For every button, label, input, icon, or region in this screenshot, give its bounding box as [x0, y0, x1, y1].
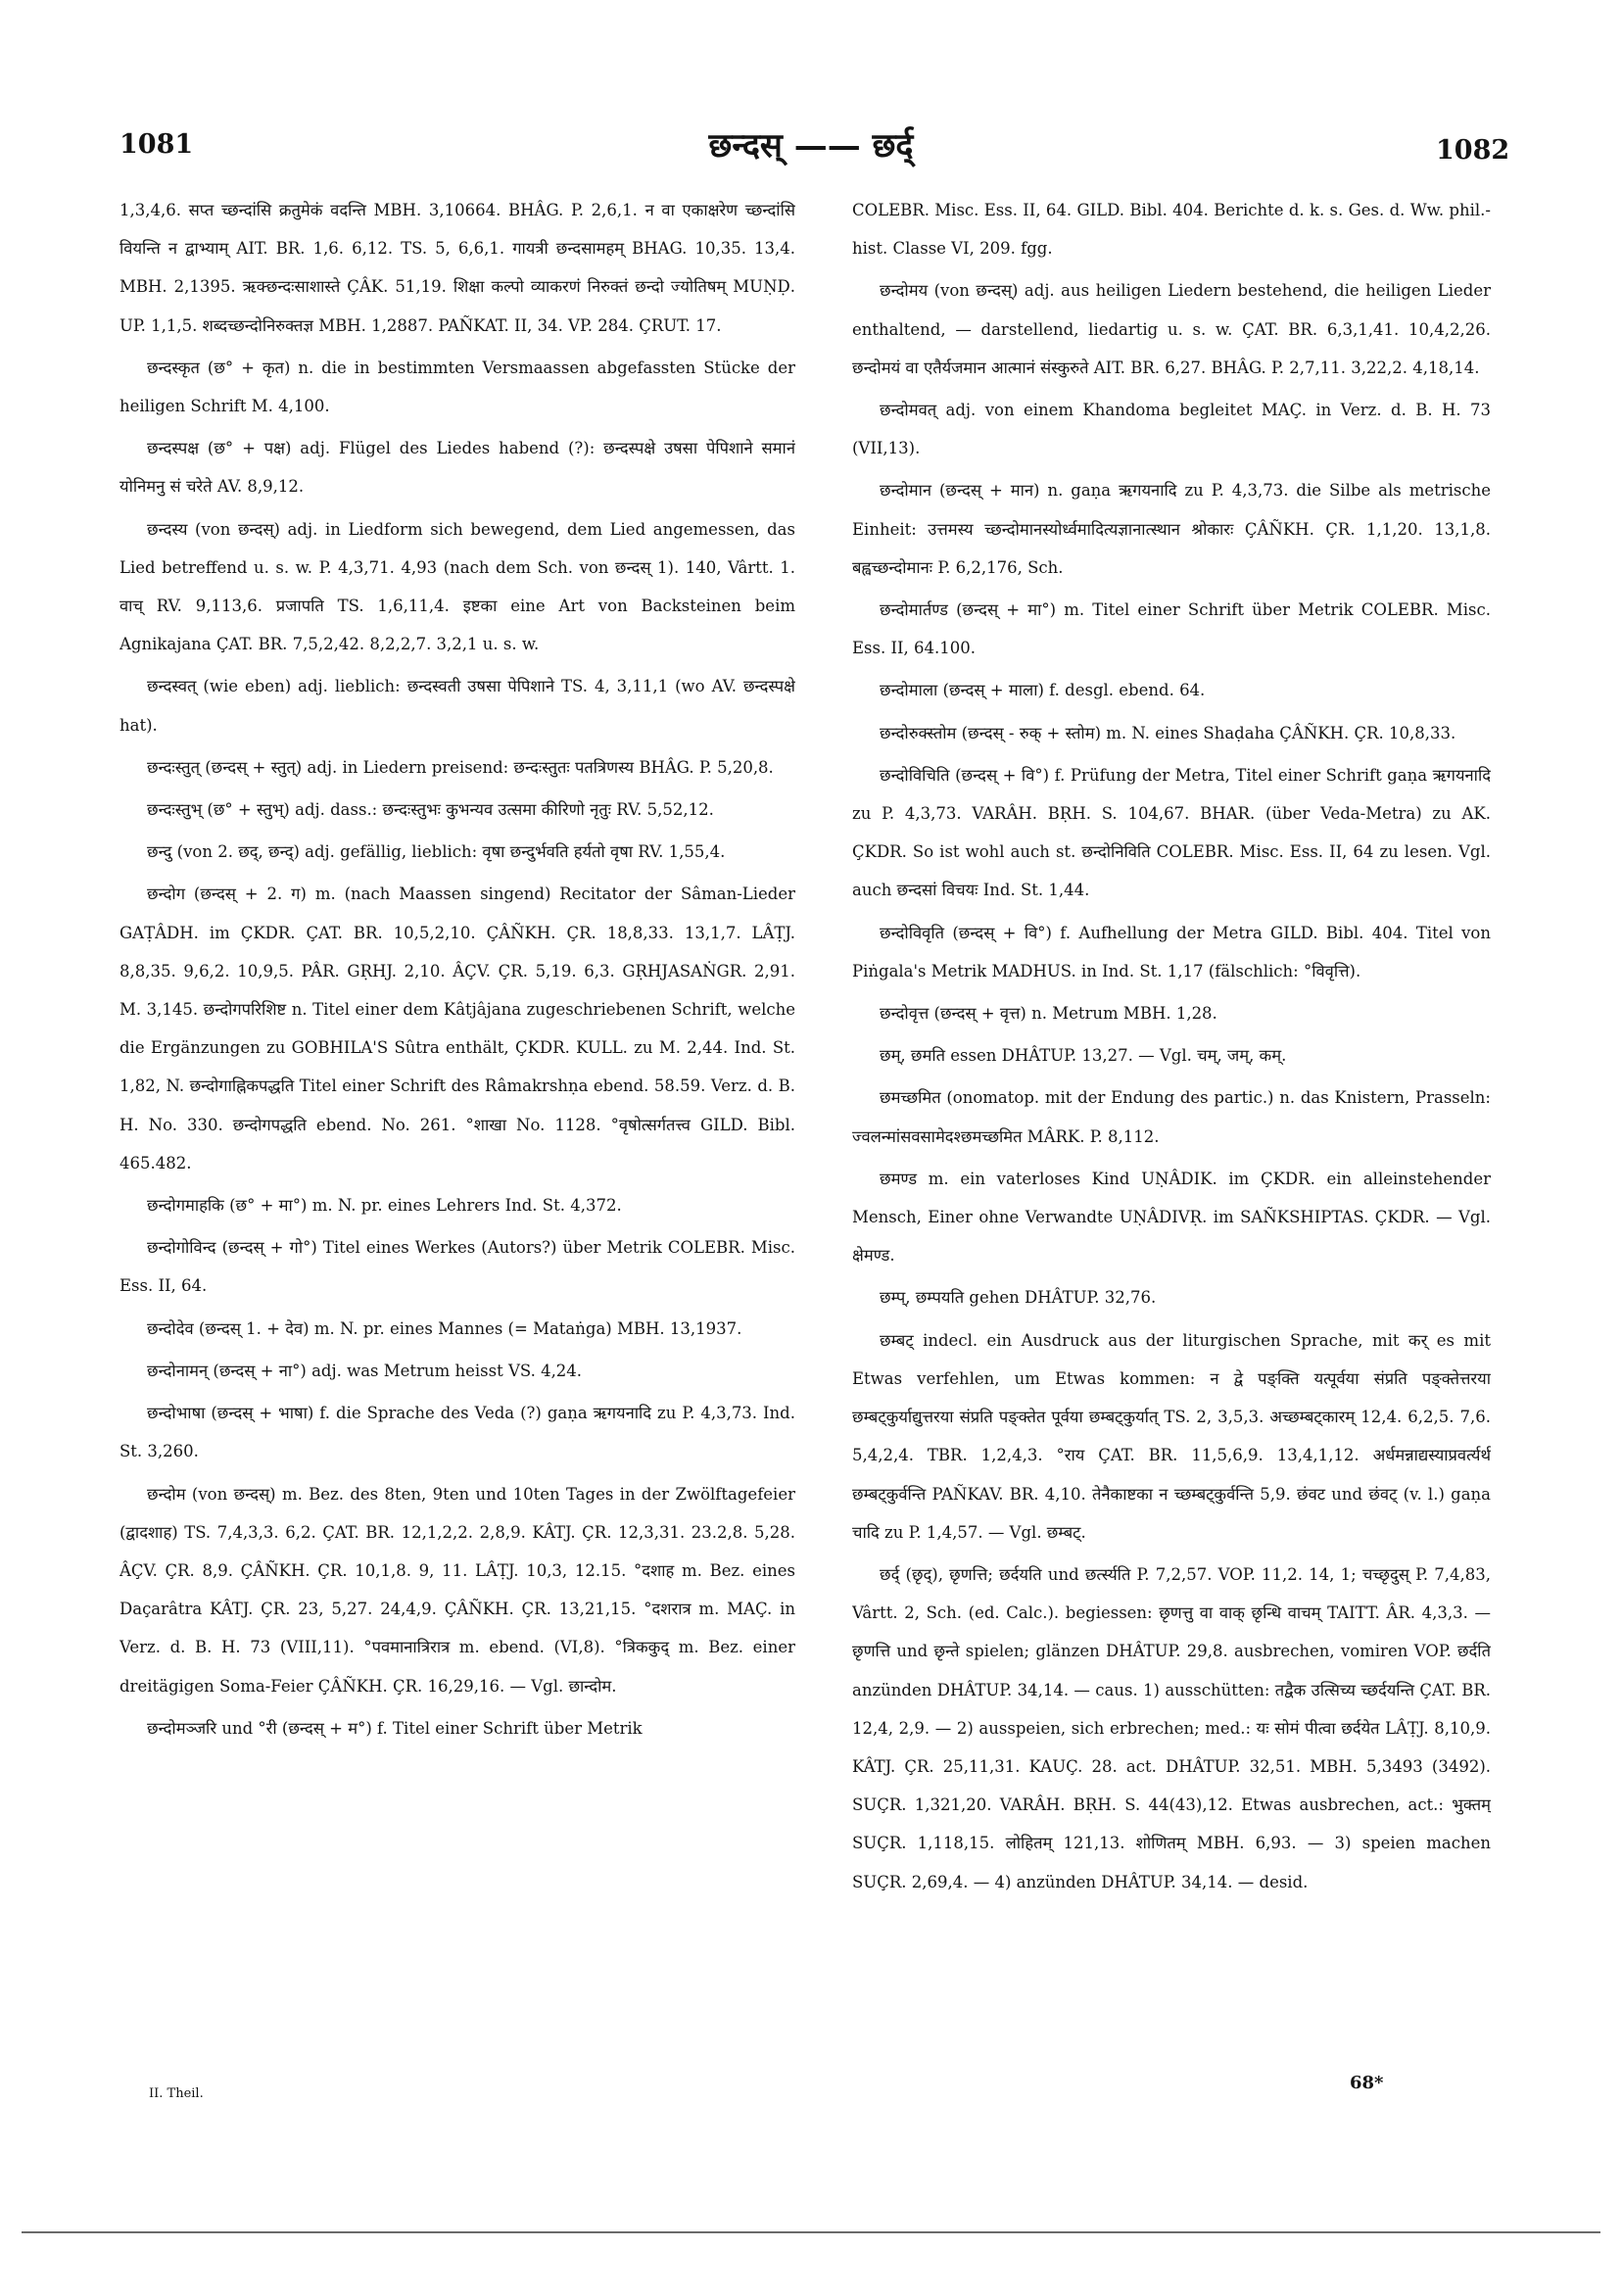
dictionary-entry: छर्द् (छृद्), छृणत्ति; छर्दयति und छर्त्स्यति P. 7,2,57. VOP. 11,2. 14, 1; चच्छृदुस् P. 7,4,83, Vârtt. 2, Sch. (ed. Calc.). begiessen: छृणत्तु वा वाक् छृन्धि वाचम् TAITT. ÂR. 4,3,3. — छृणत्ति und छृन्ते spielen; glänzen DHÂTUP. 29,8. ausbrechen, vomiren VOP. छर्दति anzünden DHÂTUP. 34,14. — caus. 1) ausschütten: तद्वैक उत्सिच्य च्छर्दयन्ति ÇAT. BR. 12,4, 2,9. — 2) ausspeien, sich erbrechen; med.: यः सोमं पीत्वा छर्दयेत LÂṬJ. 8,10,9. KÂTJ. ÇR. 25,11,31. KAUÇ. 28. act. DHÂTUP. 32,51. MBH. 5,3493 (3492). SUÇR. 1,321,20. VARÂH. BṚH. S. 44(43),12. Etwas ausbrechen, act.: भुक्तम् SUÇR. 1,118,15. लोहितम् 121,13. शोणितम् MBH. 6,93. — 3) speien machen SUÇR. 2,69,4. — 4) anzünden DHÂTUP. 34,14. — desid.	[852, 1564, 1491, 1891]
dictionary-entry: छन्दोभाषा (छन्दस् + भाषा) f. die Sprache des Veda (?) gaṇa ऋगयनादि zu P. 4,3,73. Ind. St. 3,260.	[119, 1404, 795, 1461]
dictionary-entry: छन्दःस्तुत् (छन्दस् + स्तुत्) adj. in Liedern preisend: छन्दःस्तुतः पतत्रिणस्य BHÂG. P. 5,20,8.	[147, 757, 774, 777]
dictionary-entry: छन्दोमय (von छन्दस्) adj. aus heiligen Liedern bestehend, die heiligen Lieder enthaltend, — darstellend, liedartig u. s. w. ÇAT. BR. 6,3,1,41. 10,4,2,26. छन्दोमयं वा एतैर्यजमान आत्मानं संस्कुरुते AIT. BR. 6,27. BHÂG. P. 2,7,11. 3,22,2. 4,18,14.	[852, 281, 1491, 377]
dictionary-entry: छन्दोमवत् adj. von einem Khandoma begleitet MAÇ. in Verz. d. B. H. 73 (VII,13).	[852, 401, 1491, 458]
dictionary-entry: छन्दस्कृत (छ° + कृत) n. die in bestimmten Versmaassen abgefassten Stücke der heiligen Schrift M. 4,100.	[119, 358, 795, 416]
dictionary-entry: छन्दोमञ्जरि und °री (छन्दस् + म°) f. Titel einer Schrift über Metrik	[147, 1718, 643, 1738]
bottom-rule	[22, 2231, 1600, 2233]
dictionary-entry: छन्दस्पक्ष (छ° + पक्ष) adj. Flügel des Liedes habend (?): छन्दस्पक्षे उषसा पेपिशाने समानं योनिमनु सं चरेते AV. 8,9,12.	[119, 439, 795, 497]
dictionary-entry: छन्दोविवृति (छन्दस् + वि°) f. Aufhellung der Metra GILD. Bibl. 404. Titel von Piṅgala's Metrik MADHUS. in Ind. St. 1,17 (fälschlich: °विवृत्ति).	[852, 923, 1491, 981]
right-column	[852, 191, 1491, 2077]
page-number-left: 1081	[119, 129, 194, 160]
dictionary-entry: छन्दोवृत्त (छन्दस् + वृत्त) n. Metrum MBH. 1,28.	[880, 1004, 1217, 1024]
dictionary-entry: छमच्छमित (onomatop. mit der Endung des partic.) n. das Knistern, Prasseln: ज्वलन्मांसवसामेदश्छमच्छमित MÂRK. P. 8,112.	[852, 1088, 1491, 1146]
dictionary-entry: छन्दोग (छन्दस् + 2. ग) m. (nach Maassen singend) Recitator der Sâman-Lieder GAṬÂDH. im ÇKDR. ÇAT. BR. 10,5,2,10. ÇÂÑKH. ÇR. 18,8,33. 13,1,7. LÂṬJ. 8,8,35. 9,6,2. 10,9,5. PÂR. GṚHJ. 2,10. ÂÇV. ÇR. 5,19. 6,3. GṚHJASAṄGR. 2,91. M. 3,145. छन्दोगपरिशिष्ट n. Titel einer dem Kâtjâjana zugeschriebenen Schrift, welche die Ergänzungen zu GOBHILA'S Sûtra enthält, ÇKDR. KULL. zu M. 2,44. Ind. St. 1,82, N. छन्दोगाह्निकपद्धति Titel einer Schrift des Râmakrshṇa ebend. 58.59. Verz. d. B. H. No. 330. छन्दोगपद्धति ebend. No. 261. °शाखा No. 1128. °वृषोत्सर्गतत्त्व GILD. Bibl. 465.482.	[119, 885, 795, 1172]
dictionary-entry: छन्दोम (von छन्दस्) m. Bez. des 8ten, 9ten und 10ten Tages in der Zwölftagefeier (द्वादशाह) TS. 7,4,3,3. 6,2. ÇAT. BR. 12,1,2,2. 2,8,9. KÂTJ. ÇR. 12,3,31. 23.2,8. 5,28. ÂÇV. ÇR. 8,9. ÇÂÑKH. ÇR. 10,1,8. 9, 11. LÂṬJ. 10,3, 12.15. °दशाह m. Bez. eines Daçarâtra KÂTJ. ÇR. 23, 5,27. 24,4,9. ÇÂÑKH. ÇR. 13,21,15. °दशरात्र m. MAÇ. in Verz. d. B. H. 73 (VIII,11). °पवमानात्रिरात्र m. ebend. (VI,8). °त्रिककुद् m. Bez. einer dreitägigen Soma-Feier ÇÂÑKH. ÇR. 16,29,16. — Vgl. छान्दोम.	[119, 1484, 795, 1696]
dictionary-entry: छन्दोमाला (छन्दस् + माला) f. desgl. ebend. 64.	[880, 681, 1206, 700]
dictionary-entry: छन्दःस्तुभ् (छ° + स्तुभ्) adj. dass.: छन्दःस्तुभः कुभन्यव उत्समा कीरिणो नृतुः RV. 5,52,12.	[147, 800, 714, 820]
dictionary-entry: छम्बट् indecl. ein Ausdruck aus der liturgischen Sprache, mit कर् es mit Etwas verfehlen, um Etwas kommen: न द्वे पङ्क्ति यत्पूर्वया संप्रति पङ्क्तेत्तरया छम्बट्कुर्याद्युत्तरया संप्रति पङ्क्तेत पूर्वया छम्बट्कुर्यात् TS. 2, 3,5,3. अच्छम्बट्कारम् 12,4. 6,2,5. 7,6. 5,4,2,4. TBR. 1,2,4,3. °राय ÇAT. BR. 11,5,6,9. 13,4,1,12. अर्धमन्नाद्यस्याप्रवर्त्यर्थ छम्बट्कुर्वन्ति PAÑKAV. BR. 4,10. तेनैकाष्टका न च्छम्बट्कुर्वन्ति 5,9. छंवट und छंवट् (v. l.) gaṇa चादि zu P. 1,4,57. — Vgl. छम्बट्.	[852, 1330, 1491, 1542]
page-number-right: 1082	[1436, 135, 1510, 166]
dictionary-entry: छम्, छमति essen DHÂTUP. 13,27. — Vgl. चम्, जम्, कम्.	[880, 1046, 1287, 1066]
dictionary-entry: छन्दोमार्तण्ड (छन्दस् + मा°) m. Titel einer Schrift über Metrik COLEBR. Misc. Ess. II, 64.100.	[852, 600, 1491, 658]
running-title: छन्दस् —— छर्द्	[708, 126, 914, 166]
volume-note: II. Theil.	[149, 2086, 204, 2101]
left-column	[119, 191, 795, 2057]
dictionary-entry: छन्दस्य (von छन्दस्) adj. in Liedform sich bewegend, dem Lied angemessen, das Lied betreffend u. s. w. P. 4,3,71. 4,93 (nach dem Sch. von छन्दस् 1). 140, Vârtt. 1. वाच् RV. 9,113,6. प्रजापति TS. 1,6,11,4. इष्टका eine Art von Backsteinen beim Agnikajana ÇAT. BR. 7,5,2,42. 8,2,2,7. 3,2,1 u. s. w.	[119, 519, 795, 654]
dictionary-entry: 1,3,4,6. सप्त च्छन्दांसि क्रतुमेकं वदन्ति MBH. 3,10664. BHÂG. P. 2,6,1. न वा एकाक्षरेण च्छन्दांसि वियन्ति न द्वाभ्याम् AIT. BR. 1,6. 6,12. TS. 5, 6,6,1. गायत्री छन्दसामहम् BHAG. 10,35. 13,4. MBH. 2,1395. ऋक्छन्दःसाशास्ते ÇÂK. 51,19. शिक्षा कल्पो व्याकरणं निरुक्तं छन्दो ज्योतिषम् MUṆḌ. UP. 1,1,5. शब्दच्छन्दोनिरुक्तज्ञ MBH. 1,2887. PAÑKAT. II, 34. VP. 284. ÇRUT. 17.	[119, 201, 795, 335]
dictionary-entry: छन्दोगोविन्द (छन्दस् + गो°) Titel eines Werkes (Autors?) über Metrik COLEBR. Misc. Ess. II, 64.	[119, 1238, 795, 1296]
dictionary-entry: COLEBR. Misc. Ess. II, 64. GILD. Bibl. 404. Berichte d. k. s. Ges. d. Ww. phil.-hist. Classe VI, 209. fgg.	[852, 201, 1491, 259]
dictionary-entry: छमण्ड m. ein vaterloses Kind UṆÂDIK. im ÇKDR. ein alleinstehender Mensch, Einer ohne Verwandte UṆÂDIVṚ. im SAÑKSHIPTAS. ÇKDR. — Vgl. क्षेमण्ड.	[852, 1169, 1491, 1266]
dictionary-entry: छन्दोनामन् (छन्दस् + ना°) adj. was Metrum heisst VS. 4,24.	[147, 1361, 583, 1380]
dictionary-entry: छम्प्, छम्पयति gehen DHÂTUP. 32,76.	[880, 1288, 1157, 1308]
signature-mark: 68*	[1350, 2073, 1384, 2093]
dictionary-entry: छन्दोमान (छन्दस् + मान) n. gaṇa ऋगयनादि zu P. 4,3,73. die Silbe als metrische Einheit: उत्तमस्य च्छन्दोमानस्योर्ध्वमादित्यज्ञानात्स्थान श्रोकारः ÇÂÑKH. ÇR. 1,1,20. 13,1,8. बह्वच्छन्दोमानः P. 6,2,176, Sch.	[852, 481, 1491, 577]
dictionary-entry: छन्दोरुक्स्तोम (छन्दस् - रुक् + स्तोम) m. N. eines Shaḍaha ÇÂÑKH. ÇR. 10,8,33.	[880, 723, 1456, 742]
dictionary-entry: छन्दु (von 2. छद्, छन्द्) adj. gefällig, lieblich: वृषा छन्दुर्भवति हर्यतो वृषा RV. 1,55,4.	[147, 842, 726, 862]
dictionary-entry: छन्दोविचिति (छन्दस् + वि°) f. Prüfung der Metra, Titel einer Schrift gaṇa ऋगयनादि zu P. 4,3,73. VARÂH. BṚH. S. 104,67. BHAR. (über Veda-Metra) zu AK. ÇKDR. So ist wohl auch st. छन्दोनिविति COLEBR. Misc. Ess. II, 64 zu lesen. Vgl. auch छन्दसां विचयः Ind. St. 1,44.	[852, 765, 1491, 900]
dictionary-entry: छन्दस्वत् (wie eben) adj. lieblich: छन्दस्वती उषसा पेपिशाने TS. 4, 3,11,1 (wo AV. छन्दस्पक्षे hat).	[119, 677, 795, 735]
dictionary-entry: छन्दोगमाहकि (छ° + मा°) m. N. pr. eines Lehrers Ind. St. 4,372.	[147, 1196, 622, 1216]
dictionary-entry: छन्दोदेव (छन्दस् 1. + देव) m. N. pr. eines Mannes (= Mataṅga) MBH. 13,1937.	[147, 1318, 742, 1338]
